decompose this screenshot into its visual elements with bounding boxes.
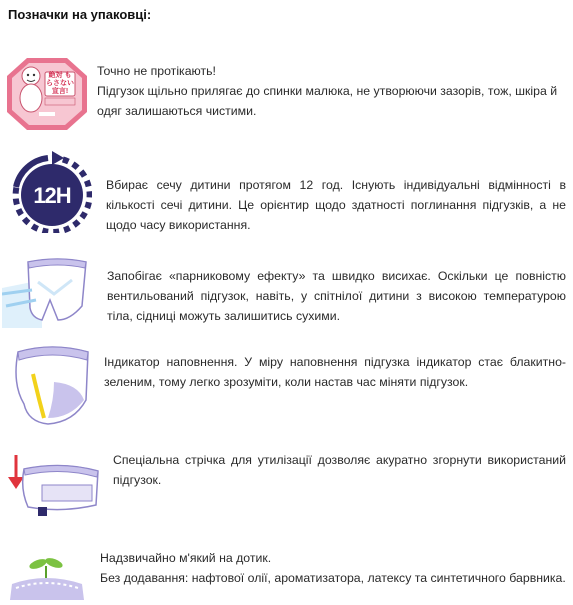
feature-12-hours [0,145,573,245]
clock-12h-icon [8,149,92,233]
badge-text: 絶対 もらさない 宣言! [46,72,74,95]
feature-description: Індикатор наповнення. У міру наповнення підгузка індикатор стає блакитно-зеленим, тому легко зрозуміти, коли настав час міняти підгузок. [104,355,566,389]
feature-description [97,61,559,121]
feature-disposal-tape [0,445,573,525]
feature-wetness-indicator [0,340,573,430]
description-line: одяг залишаються чистими. [97,104,257,118]
feature-description: Спеціальна стрічка для утилізації дозволяє акуратно згорнути використаний підгузок. [113,453,566,487]
disposal-tape-diaper-icon [2,455,102,525]
feature-softness [0,540,573,600]
feature-description [100,548,566,588]
octagon-badge-icon [5,56,89,132]
description-line: Підгузок щільно прилягає до спинки малюка, не утворюючи зазорів, тож, шкіра й [97,84,558,98]
feature-no-leak [0,50,573,135]
description-line: Без додавання: нафтової олії, ароматизатора, латексу та синтетичного барвника. [100,571,566,585]
soft-sprout-icon [6,554,88,600]
feature-ventilation [0,248,573,333]
wetness-indicator-diaper-icon [8,344,94,428]
clock-12h-label: 12H [33,183,71,208]
feature-description: Вбирає сечу дитини протягом 12 год. Існують індивідуальні відмінності в кількості сечі дитини. Це орієнтир щодо здатності поглинання підгузків, а не щодо часу використання. [106,178,566,232]
description-line: Надзвичайно м'який на дотик. [100,551,272,565]
page-title: Позначки на упаковці: [8,7,152,22]
description-line: Точно не протікають! [97,64,216,78]
feature-description: Запобігає «парниковому ефекту» та швидко висихає. Оскільки це повністю вентильований підгузок, навіть, у спітнілої дитини з високою температурою тіла, сідниці можуть залишитись сухими. [107,269,566,323]
ventilated-diaper-icon [2,248,97,328]
